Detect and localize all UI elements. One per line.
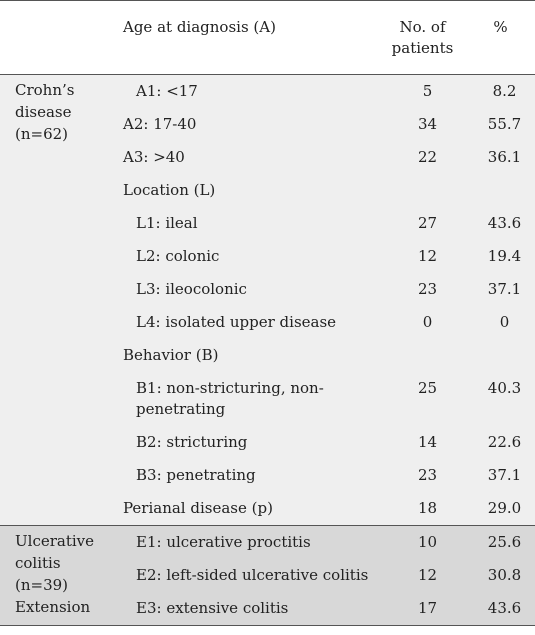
row-count: 17 — [379, 592, 466, 626]
row-count: 18 — [379, 492, 466, 526]
row-count: 14 — [379, 426, 466, 459]
row-percent: 25.6 — [466, 526, 535, 560]
row-percent: 22.6 — [466, 426, 535, 459]
row-label: B2: stricturing — [108, 426, 379, 459]
row-percent: 8.2 — [466, 75, 535, 109]
row-count: 12 — [379, 240, 466, 273]
row-label: B3: penetrating — [108, 459, 379, 492]
row-label: E2: left-sided ulcerative colitis — [108, 559, 379, 592]
row-label: L3: ileocolonic — [108, 273, 379, 306]
row-count — [379, 339, 466, 372]
row-label: Location (L) — [108, 174, 379, 207]
row-count: 5 — [379, 75, 466, 109]
row-label: A2: 17-40 — [108, 108, 379, 141]
row-percent: 19.4 — [466, 240, 535, 273]
table-row — [0, 526, 535, 560]
group-crohns-disease: Crohn’s disease (n=62) — [0, 75, 108, 526]
table-row — [0, 75, 535, 109]
row-count: 0 — [379, 306, 466, 339]
row-count: 22 — [379, 141, 466, 174]
row-count: 27 — [379, 207, 466, 240]
header-row — [0, 1, 535, 75]
row-percent: 29.0 — [466, 492, 535, 526]
row-percent: 37.1 — [466, 459, 535, 492]
row-percent: 0 — [466, 306, 535, 339]
row-label: E1: ulcerative proctitis — [108, 526, 379, 560]
row-label: Behavior (B) — [108, 339, 379, 372]
row-label: L4: isolated upper disease — [108, 306, 379, 339]
row-percent: 43.6 — [466, 592, 535, 626]
row-label: L2: colonic — [108, 240, 379, 273]
row-percent: 43.6 — [466, 207, 535, 240]
row-percent — [466, 339, 535, 372]
row-count: 23 — [379, 273, 466, 306]
row-percent: 40.3 — [466, 372, 535, 426]
header-no-of-patients: No. of patients — [379, 1, 466, 75]
row-count: 23 — [379, 459, 466, 492]
row-percent: 36.1 — [466, 141, 535, 174]
row-label: E3: extensive colitis — [108, 592, 379, 626]
header-age-at-diagnosis: Age at diagnosis (A) — [108, 1, 379, 75]
header-percent: % — [466, 1, 535, 75]
row-percent: 37.1 — [466, 273, 535, 306]
row-percent — [466, 174, 535, 207]
header-group — [0, 1, 108, 75]
row-count: 10 — [379, 526, 466, 560]
row-label: B1: non-stricturing, non-penetrating — [108, 372, 379, 426]
row-label: A1: <17 — [108, 75, 379, 109]
group-ulcerative-colitis: Ulcerative colitis (n=39) Extension — [0, 526, 108, 626]
row-label: A3: >40 — [108, 141, 379, 174]
row-label: L1: ileal — [108, 207, 379, 240]
row-percent: 55.7 — [466, 108, 535, 141]
row-count: 12 — [379, 559, 466, 592]
row-count: 25 — [379, 372, 466, 426]
row-count — [379, 174, 466, 207]
row-count: 34 — [379, 108, 466, 141]
row-label: Perianal disease (p) — [108, 492, 379, 526]
row-percent: 30.8 — [466, 559, 535, 592]
